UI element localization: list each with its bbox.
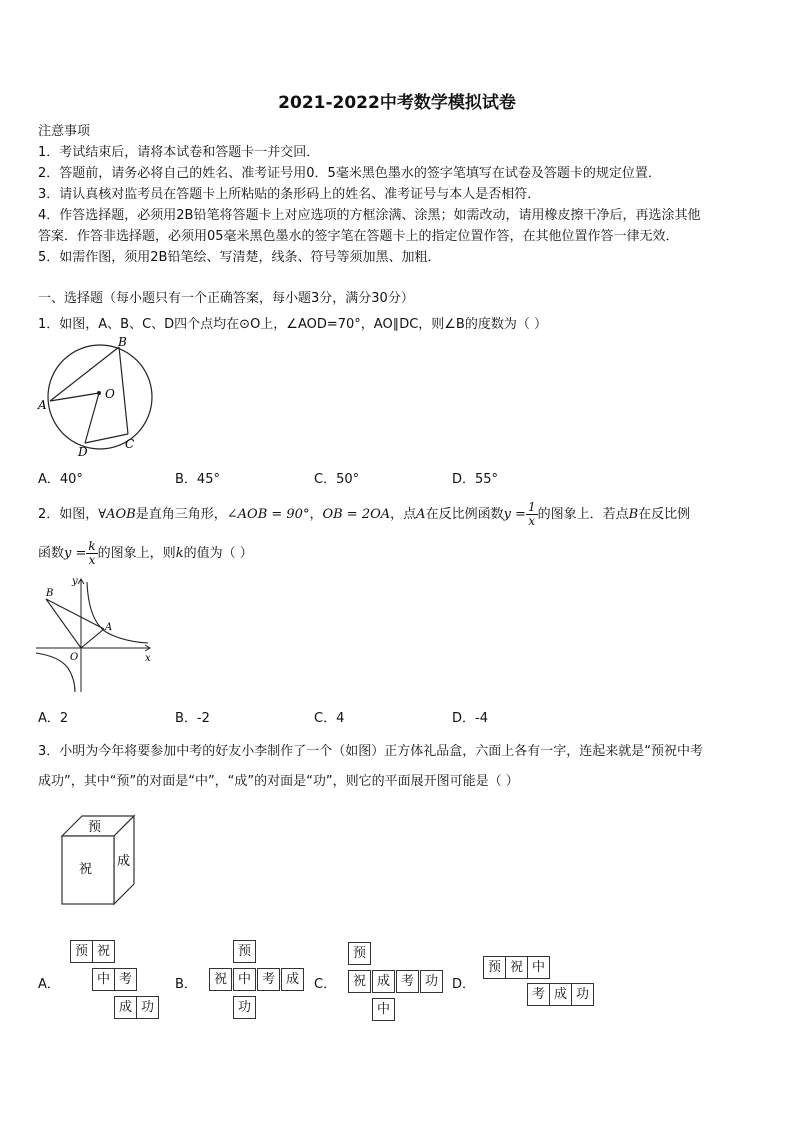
q3-option-d-label: D．: [452, 977, 476, 992]
net-cell: 预: [70, 940, 93, 963]
q2-text: ，: [309, 507, 323, 522]
q1-option-b: B．45°: [175, 472, 220, 487]
net-cell: 功: [571, 983, 594, 1006]
cube-face-top: 预: [88, 820, 102, 835]
net-cell: 预: [233, 940, 256, 963]
q2-option-c: C．4: [314, 711, 345, 726]
q2-point-a: A: [416, 507, 426, 522]
net-cell: 考: [257, 968, 280, 991]
cube-face-front: 祝: [79, 862, 93, 877]
q2-triangle: ∀AOB: [98, 507, 136, 522]
page-title: 2021-2022中考数学模拟试卷: [278, 93, 516, 113]
cube-face-side: 成: [117, 854, 131, 869]
q2-angle: ∠AOB = 90°: [226, 507, 310, 522]
q2-option-a: A．2: [38, 711, 69, 726]
net-cell: 祝: [209, 968, 232, 991]
q1-option-d: D．55°: [452, 472, 499, 487]
q2-y-equals: y =: [503, 507, 526, 522]
q2-point-b: B: [628, 507, 639, 522]
axis-label-x: x: [145, 653, 151, 664]
notice-item: 3．请认真核对监考员在答题卡上所粘贴的条形码上的姓名、准考证号与本人是否相符．: [38, 187, 541, 202]
question-3-line-2: 成功”，其中“预”的对面是“中”，“成”的对面是“功”，则它的平面展开图可能是（ ）: [38, 774, 519, 789]
net-cell: 功: [233, 996, 256, 1019]
hyperbola-diagram: [34, 572, 156, 694]
net-cell: 考: [114, 968, 137, 991]
notice-item: 4．作答选择题，必须用2B铅笔将答题卡上对应选项的方框涂满、涂黑；如需改动，请用橡皮擦干净后，再选涂其他: [38, 208, 701, 223]
fraction-denominator: x: [528, 514, 536, 528]
axis-label-y: y: [72, 576, 78, 587]
net-cell: 中: [372, 998, 395, 1021]
circle-diagram: [36, 336, 166, 462]
q2-k: k: [175, 546, 184, 561]
point-label-o: O: [70, 652, 79, 663]
fraction-denominator: x: [88, 553, 96, 567]
net-cell: 功: [420, 970, 443, 993]
point-label-a: A: [105, 622, 113, 633]
q2-ob-equation: OB = 2OA: [322, 507, 391, 522]
net-cell: 考: [396, 970, 419, 993]
net-cell: 祝: [348, 970, 371, 993]
question-2-line-1: [38, 500, 690, 530]
net-cell: 祝: [92, 940, 115, 963]
q2-text: 的图象上．若点: [537, 507, 629, 522]
q2-option-b: B．-2: [175, 711, 210, 726]
q2-text: 的值为（ ）: [183, 546, 253, 561]
net-cell: 中: [92, 968, 115, 991]
point-label-o: O: [105, 387, 115, 401]
net-cell: 功: [136, 996, 159, 1019]
net-cell: 中: [527, 956, 550, 979]
q2-option-d: D．-4: [452, 711, 488, 726]
net-cell: 考: [527, 983, 550, 1006]
q2-text: 是直角三角形，: [135, 507, 227, 522]
net-cell: 祝: [505, 956, 528, 979]
point-label-a: A: [38, 398, 47, 412]
question-3-line-1: 3．小明为今年将要参加中考的好友小李制作了一个（如图）正方体礼品盒，六面上各有一字，连起来就是“预祝中考: [38, 744, 704, 759]
fraction-numerator: k: [88, 539, 96, 553]
net-cell: 成: [281, 968, 304, 991]
net-cell: 成: [372, 970, 395, 993]
section-heading: 一、选择题（每小题只有一个正确答案，每小题3分，满分30分）: [38, 291, 414, 306]
q2-text: 函数: [38, 546, 65, 561]
q2-text: ，点: [390, 507, 417, 522]
q2-y-equals: y =: [64, 546, 87, 561]
q2-text: 在反比例: [638, 507, 691, 522]
point-label-c: C: [125, 437, 135, 451]
question-1-text: 1．如图，A、B、C、D四个点均在⊙O上，∠AOD=70°，AO∥DC，则∠B的度数为（ ）: [38, 317, 547, 332]
net-cell: 中: [233, 968, 256, 991]
q3-option-a-label: A．: [38, 977, 60, 992]
q1-option-c: C．50°: [314, 472, 360, 487]
fraction-numerator: 1: [527, 500, 536, 514]
fraction-k-over-x: [86, 540, 97, 567]
net-cell: 成: [114, 996, 137, 1019]
question-2-line-2: [38, 539, 253, 569]
net-cell: 预: [348, 942, 371, 965]
net-cell: 预: [483, 956, 506, 979]
q2-text: 2．如图，: [38, 507, 99, 522]
point-label-d: D: [78, 445, 88, 459]
point-label-b: B: [118, 336, 127, 349]
net-cell: 成: [549, 983, 572, 1006]
cube-figure: [56, 810, 144, 912]
q3-option-b-label: B．: [175, 977, 197, 992]
q3-option-c-label: C．: [314, 977, 337, 992]
notice-item: 5．如需作图，须用2B铅笔绘、写清楚，线条、符号等须加黑、加粗．: [38, 250, 441, 265]
q2-text: 在反比例函数: [425, 507, 504, 522]
notice-item: 1．考试结束后，请将本试卷和答题卡一并交回．: [38, 145, 320, 160]
q1-option-a: A．40°: [38, 472, 83, 487]
fraction-1-over-x: [526, 501, 538, 528]
notice-heading: 注意事项: [38, 124, 91, 139]
q2-text: 的图象上，则: [97, 546, 176, 561]
notice-item: 答案．作答非选择题，必须用05毫米黑色墨水的签字笔在答题卡上的指定位置作答，在其他位置作答一律无效．: [38, 229, 679, 244]
point-label-b: B: [46, 588, 54, 599]
notice-item: 2．答题前，请务必将自己的姓名、准考证号用0．5毫米黑色墨水的签字笔填写在试卷及答题卡的规定位置．: [38, 166, 661, 181]
